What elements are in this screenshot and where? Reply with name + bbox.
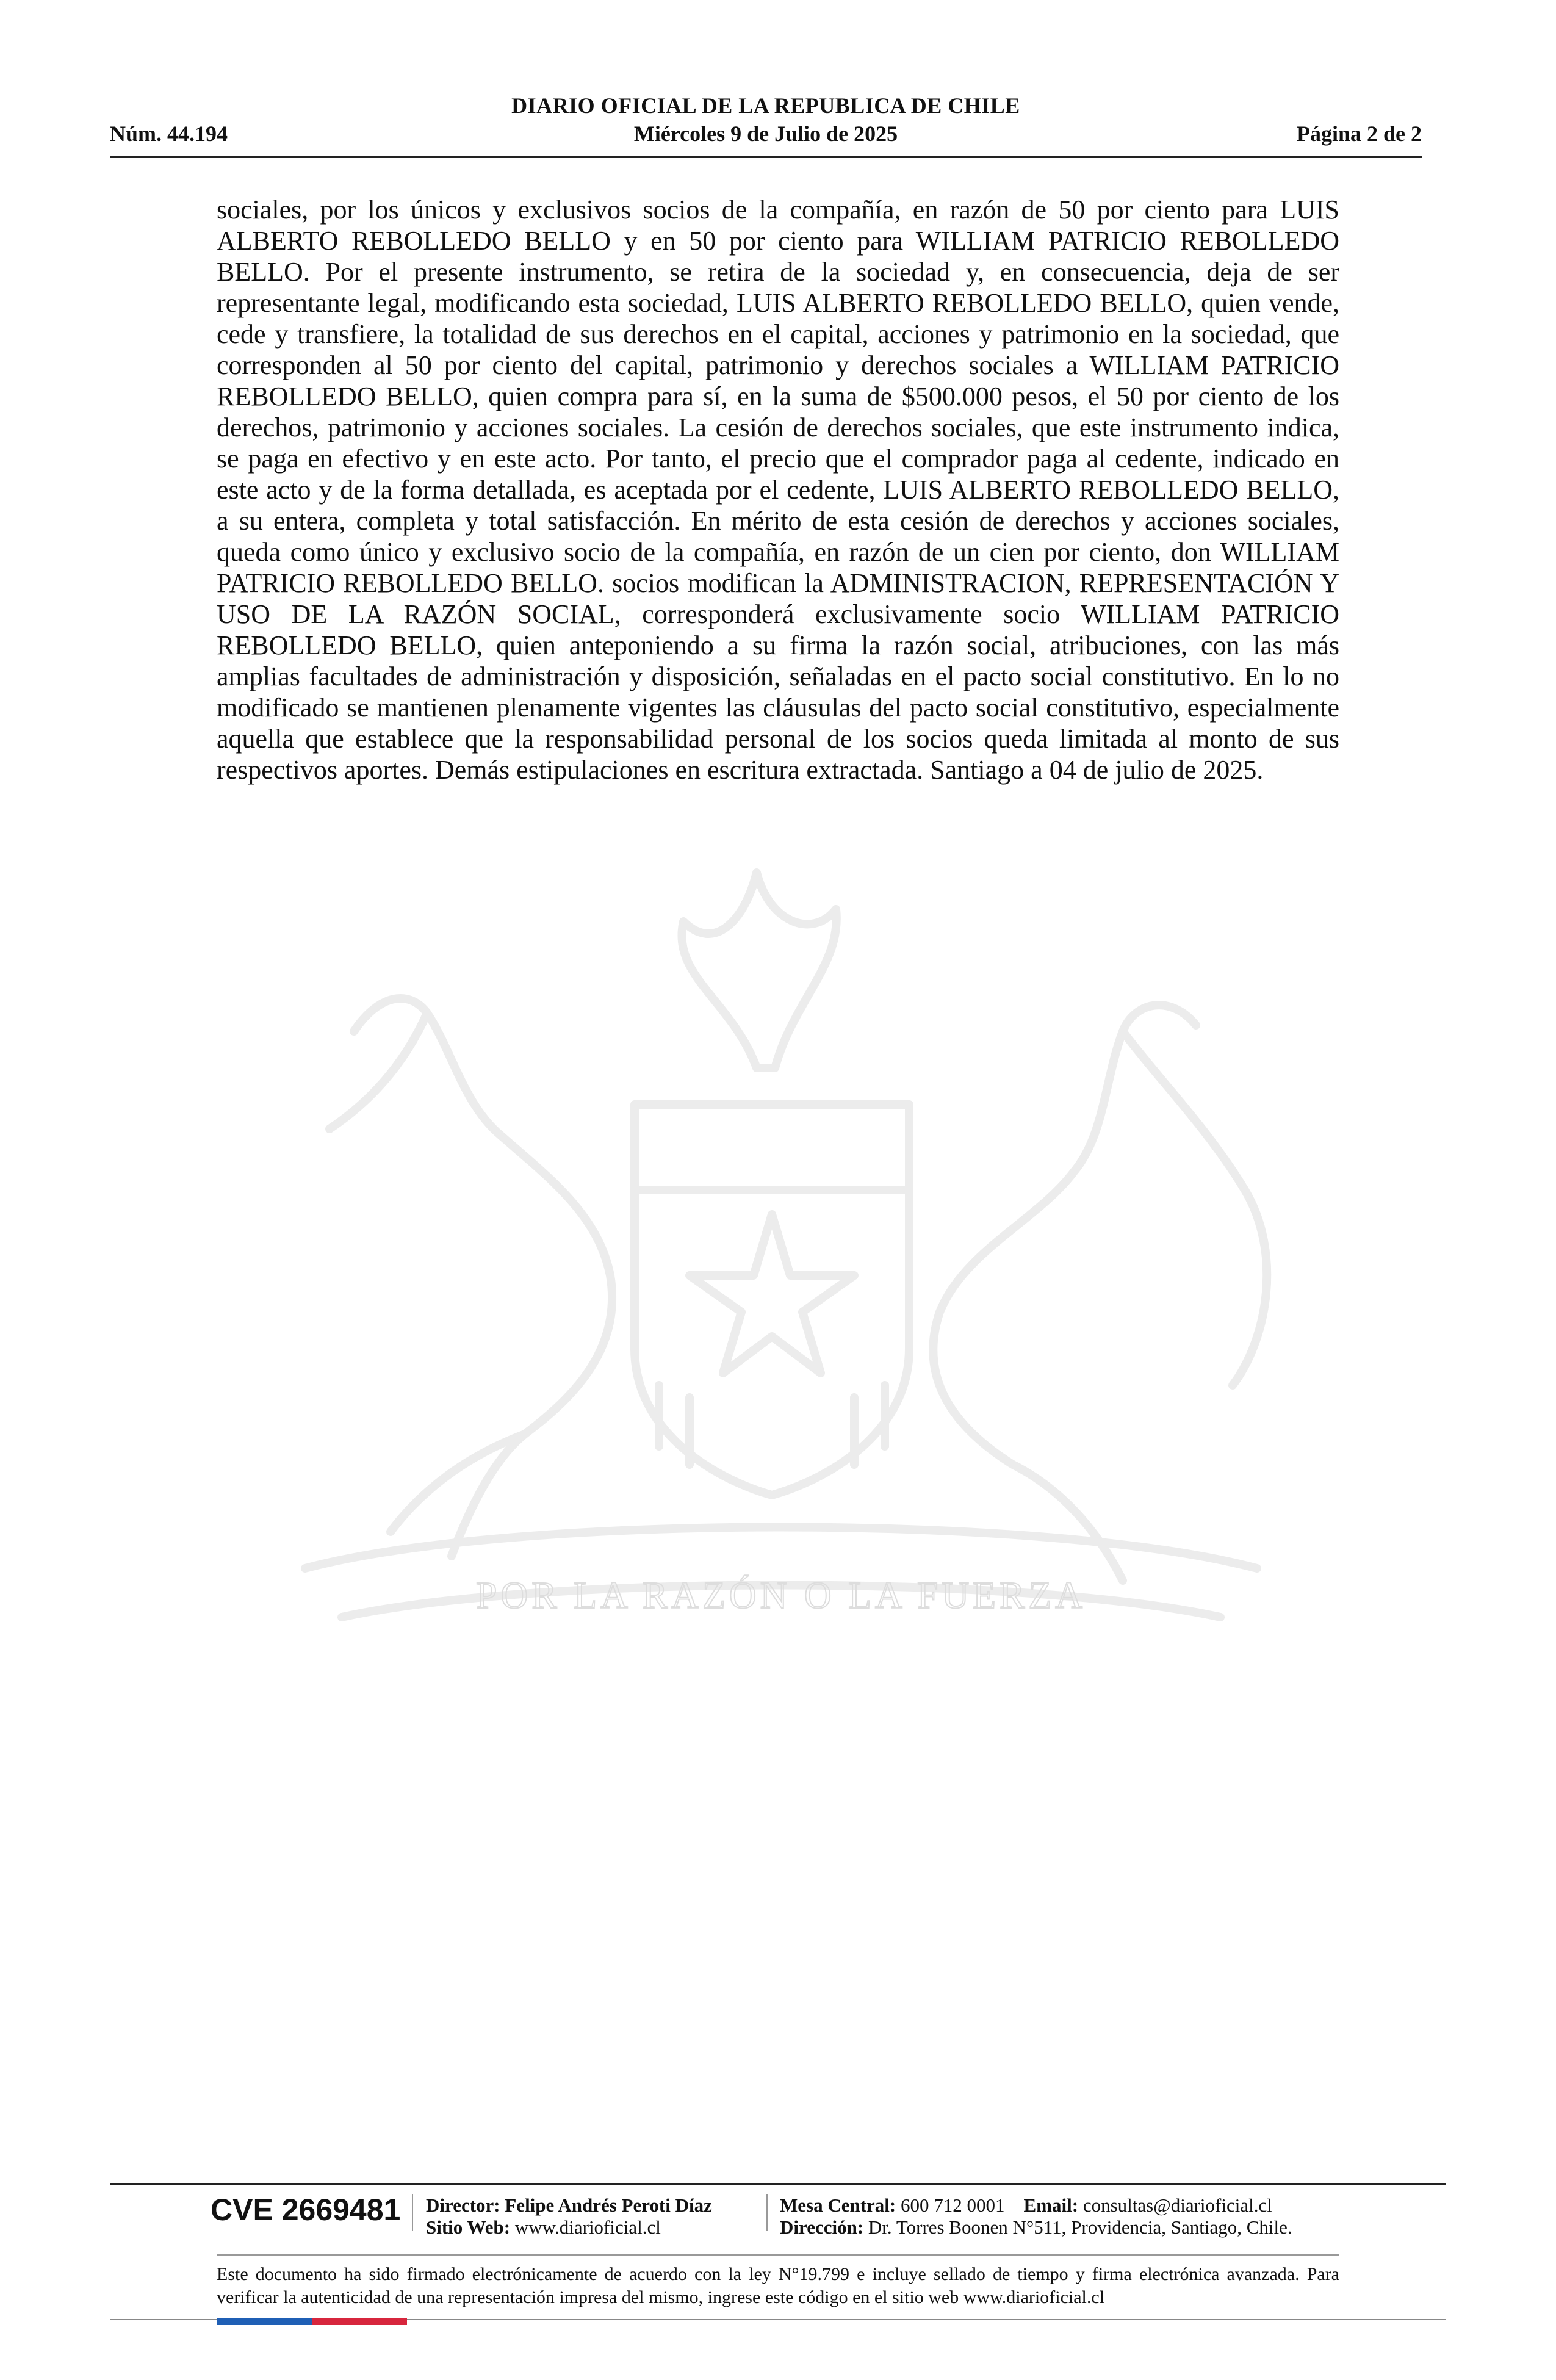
flag-stripe-red [312,2318,407,2325]
contact-line [780,2194,1272,2216]
director-name: Felipe Andrés Peroti Díaz [505,2194,712,2216]
website-line [426,2216,661,2238]
website-label: Sitio Web: [426,2216,511,2238]
article-body: sociales, por los únicos y exclusivos socios de la compañía, en razón de 50 por ciento para LUIS ALBERTO REBOLLEDO BELLO y en 50 por ciento para WILLIAM PATRICIO REBOLLEDO BELLO. Por el presente instrumento, se retira de la sociedad y, en consecuencia, deja de ser representante legal, modificando esta sociedad, LUIS ALBERTO REBOLLEDO BELLO, quien vende, cede y transfiere, la totalidad de sus derechos en el capital, acciones y patrimonio en la sociedad, que corresponden al 50 por ciento del capital, patrimonio y derechos sociales a WILLIAM PATRICIO REBOLLEDO BELLO, quien compra para sí, en la suma de $500.000 pesos, el 50 por ciento de los derechos, patrimonio y acciones sociales. La cesión de derechos sociales, que este instrumento indica, se paga en efectivo y en este acto. Por tanto, el precio que el comprador paga al cedente, indicado en este acto y de la forma detallada, es aceptada por el cedente, LUIS ALBERTO REBOLLEDO BELLO, a su entera, completa y total satisfacción. En mérito de esta cesión de derechos y acciones sociales, queda como único y exclusivo socio de la compañía, en razón de un cien por ciento, don WILLIAM PATRICIO REBOLLEDO BELLO. socios modifican la ADMINISTRACION, REPRESENTACIÓN Y USO DE LA RAZÓN SOCIAL, corresponderá exclusivamente socio WILLIAM PATRICIO REBOLLEDO BELLO, quien anteponiendo a su firma la razón social, atribuciones, con las más amplias facultades de administración y disposición, señaladas en el pacto social constitutivo. En lo no modificado se mantienen plenamente vigentes las cláusulas del pacto social constitutivo, especialmente aquella que establece que la responsabilidad personal de los socios queda limitada al monto de sus respectivos aportes. Demás estipulaciones en escritura extractada. Santiago a 04 de julio de 2025. [217,195,1339,785]
cve-code: CVE 2669481 [211,2193,401,2227]
issue-number: Núm. 44.194 [110,121,228,146]
page-indicator: Página 2 de 2 [1296,121,1422,146]
motto-text: POR LA RAZÓN O LA FUERZA [475,1575,1087,1617]
address-line [780,2216,1292,2238]
email-link[interactable]: consultas@diarioficial.cl [1082,2194,1272,2216]
issue-date: Miércoles 9 de Julio de 2025 [633,121,898,146]
footer-divider-top [110,2183,1446,2185]
phone-number: 600 712 0001 [901,2194,1005,2216]
flag-stripe-blue [217,2318,312,2325]
director-line [426,2194,712,2216]
plume-shape [682,873,836,1068]
address-label: Dirección: [780,2216,864,2238]
coat-of-arms-watermark [207,848,1355,1678]
email-label: Email: [1023,2194,1079,2216]
footer-divider-mid [217,2254,1339,2256]
footer-separator [412,2194,413,2231]
address-value: Dr. Torres Boonen N°511, Providencia, Santiago, Chile. [868,2216,1292,2238]
website-link[interactable]: www.diarioficial.cl [514,2216,661,2238]
header-divider [110,156,1422,158]
huemul-shape [330,998,612,1556]
publication-title: DIARIO OFICIAL DE LA REPUBLICA DE CHILE [511,93,1020,118]
director-label: Director: [426,2194,500,2216]
page-header [110,93,1422,160]
condor-shape [933,1005,1267,1581]
signature-notice: Este documento ha sido firmado electrónicamente de acuerdo con la ley N°19.799 e incluye sellado de tiempo y firma electrónica avanzada. Para verificar la autenticidad de una representación impresa del mismo, ingrese este código en el sitio web www.diarioficial.cl [217,2264,1339,2307]
footer-separator [766,2194,768,2231]
shield-shape [635,1105,909,1495]
star-shape [690,1214,854,1373]
phone-label: Mesa Central: [780,2194,896,2216]
